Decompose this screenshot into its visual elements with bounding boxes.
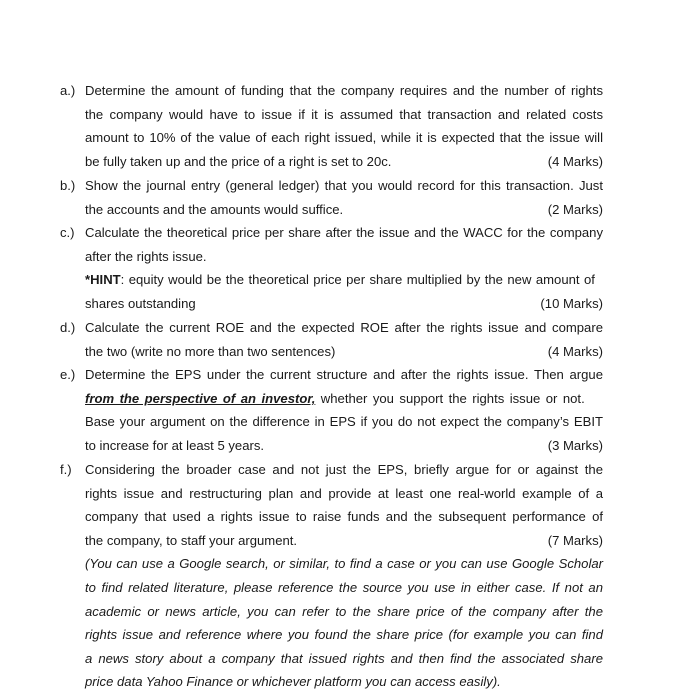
question-line: after the rights issue.: [85, 249, 207, 264]
marks-label: (7 Marks): [547, 533, 603, 548]
question-line: Determine the amount of funding that the company requires and the number of rights: [85, 83, 603, 98]
italic-note-line: to find related literature, please reference the source you use in either case. If not an: [85, 580, 603, 595]
question-line-with-marks: [85, 343, 603, 360]
question-line: the company would have to issue if it is assumed that transaction and related costs: [85, 107, 603, 122]
italic-note-line: price data Yahoo Finance or whichever platform you can access easily).: [85, 674, 501, 689]
marks-label: (10 Marks): [540, 296, 603, 311]
italic-note-line: rights issue and reference where you found the share price (for example you can find: [85, 627, 603, 642]
marks-label: (4 Marks): [547, 344, 603, 359]
question-text: shares outstanding: [85, 296, 196, 311]
question-text: whether you support the rights issue or not.: [315, 391, 585, 406]
question-line: Determine the EPS under the current structure and after the rights issue. Then argue: [85, 367, 603, 382]
question-text: the accounts and the amounts would suffice.: [85, 202, 344, 217]
question-line: Base your argument on the difference in EPS if you do not expect the company’s EBIT: [85, 414, 603, 429]
question-line-with-marks: [85, 153, 603, 170]
question-line: [85, 390, 603, 407]
italic-note-line: academic or news article, you can refer to the share price of the company after the: [85, 604, 603, 619]
question-line-with-marks: [85, 437, 603, 454]
question-line: Calculate the theoretical price per share after the issue and the WACC for the company: [85, 225, 603, 240]
question-text: be fully taken up and the price of a right is set to 20c.: [85, 154, 392, 169]
question-line: Show the journal entry (general ledger) that you would record for this transaction. Just: [85, 178, 603, 193]
question-line: rights issue and restructuring plan and provide at least one real-world example of a: [85, 486, 603, 501]
hint-line: [85, 271, 603, 288]
question-label: b.): [60, 178, 76, 193]
question-line-with-marks: [85, 295, 603, 312]
question-label: e.): [60, 367, 76, 382]
hint-label: *HINT: [85, 272, 121, 287]
question-label: a.): [60, 83, 76, 98]
italic-note-line: (You can use a Google search, or similar, to find a case or you can use Google Scholar: [85, 556, 603, 571]
emphasized-text: from the perspective of an investor,: [85, 391, 316, 406]
question-line: company that used a rights issue to raise funds and the subsequent performance of: [85, 509, 603, 524]
marks-label: (3 Marks): [547, 438, 603, 453]
question-label: d.): [60, 320, 76, 335]
hint-text: : equity would be the theoretical price per share multiplied by the new amount of: [120, 272, 595, 287]
marks-label: (2 Marks): [547, 202, 603, 217]
question-text: the company, to staff your argument.: [85, 533, 298, 548]
question-line: amount to 10% of the value of each right issued, while it is expected that the issue will: [85, 130, 603, 145]
question-line-with-marks: [85, 201, 603, 218]
question-text: to increase for at least 5 years.: [85, 438, 265, 453]
question-label: c.): [60, 225, 75, 240]
question-text: the two (write no more than two sentences): [85, 344, 336, 359]
question-label: f.): [60, 462, 72, 477]
question-line-with-marks: [85, 532, 603, 549]
question-line: Considering the broader case and not just the EPS, briefly argue for or against the: [85, 462, 603, 477]
marks-label: (4 Marks): [547, 154, 603, 169]
question-line: Calculate the current ROE and the expected ROE after the rights issue and compare: [85, 320, 603, 335]
italic-note-line: a news story about a company that issued rights and then find the associated share: [85, 651, 603, 666]
